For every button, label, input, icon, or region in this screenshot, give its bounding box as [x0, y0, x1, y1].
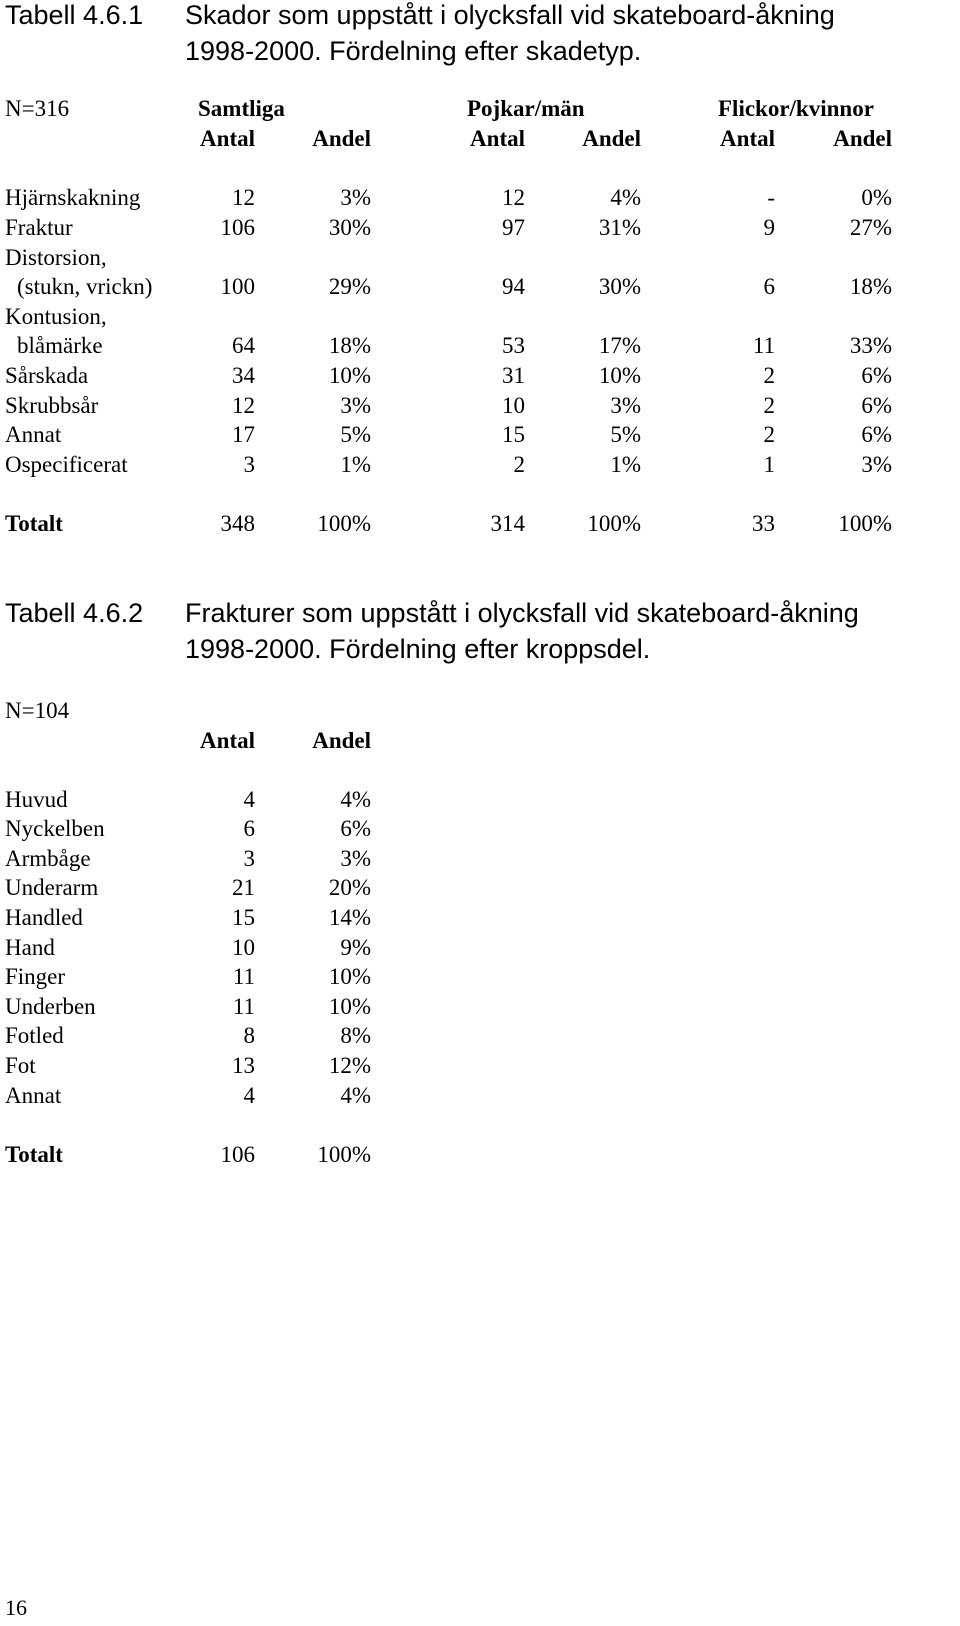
table2-row-label: Nyckelben: [5, 816, 105, 841]
table1-cell: 0%: [861, 185, 892, 210]
table1-cell: 31: [502, 363, 525, 388]
table2-cell: 8: [243, 1023, 255, 1048]
table2-row-label: Armbåge: [5, 846, 91, 871]
table2-cell: 11: [232, 964, 255, 989]
table1-cell: 100: [220, 274, 255, 299]
table2-cell: 13: [232, 1053, 255, 1078]
table1-total-cell: 348: [220, 511, 255, 536]
table1-group-samtliga: Samtliga: [198, 96, 285, 121]
table2-title-line2: 1998-2000. Fördelning efter kroppsdel.: [185, 634, 651, 664]
table1-cell: 3%: [340, 185, 371, 210]
table1-cell: 1: [763, 452, 775, 477]
table1-cell: 31%: [598, 215, 641, 240]
table1-cell: 6%: [861, 422, 892, 447]
table1-cell: 18%: [849, 274, 892, 299]
table1-cell: 5%: [610, 422, 641, 447]
table2-row-label: Annat: [5, 1083, 62, 1108]
table1-cell: 10%: [598, 363, 641, 388]
table2-cell: 10%: [328, 994, 371, 1019]
table2-row-label: Underarm: [5, 875, 99, 900]
table1-cell: 10%: [328, 363, 371, 388]
table1-cell: 53: [502, 333, 525, 358]
table1-cell: 94: [502, 274, 525, 299]
table2-row-label: Hand: [5, 935, 55, 960]
table1-cell: 3%: [610, 393, 641, 418]
table1-n-label: N=316: [5, 96, 70, 121]
table1-total-cell: 100%: [587, 511, 641, 536]
table1-cell: 1%: [340, 452, 371, 477]
table1-cell: 12: [232, 393, 255, 418]
table1-row-label: Kontusion,: [5, 304, 107, 329]
table2-cell: 10%: [328, 964, 371, 989]
table1-group-pojkar: Pojkar/män: [467, 96, 585, 121]
table2-cell: 20%: [328, 875, 371, 900]
table1-cell: 17: [232, 422, 255, 447]
table1-cell: -: [767, 185, 775, 210]
table2-cell: 9%: [340, 935, 371, 960]
table1-col-andel: Andel: [582, 126, 641, 151]
table2-cell: 8%: [340, 1023, 371, 1048]
table2-cell: 4%: [340, 787, 371, 812]
table1-title-line2: 1998-2000. Fördelning efter skadetyp.: [185, 36, 642, 66]
table2-row-label: Huvud: [5, 787, 68, 812]
table1-row-label: Sårskada: [5, 363, 89, 388]
table2-col-antal: Antal: [200, 728, 255, 753]
page-number: 16: [5, 1595, 27, 1620]
table1-cell: 15: [502, 422, 525, 447]
table1-cell: 34: [232, 363, 255, 388]
table2-cell: 4: [243, 787, 255, 812]
table2-row-label: Finger: [5, 964, 66, 989]
table2-title-line1: Frakturer som uppstått i olycksfall vid skateboard-åkning: [185, 598, 859, 628]
table1-cell: 3%: [861, 452, 892, 477]
table1-cell: 2: [763, 363, 775, 388]
table1-cell: 29%: [328, 274, 371, 299]
table1-row-label: Fraktur: [5, 215, 73, 240]
table1-row-label: Annat: [5, 422, 62, 447]
table2-col-andel: Andel: [312, 728, 371, 753]
table2-total-cell: 106: [220, 1142, 255, 1167]
table1-total-cell: 100%: [317, 511, 371, 536]
table1-cell: 30%: [328, 215, 371, 240]
table2-row-label: Underben: [5, 994, 96, 1019]
table1-row-label-sub: (stukn, vrickn): [17, 274, 153, 299]
table1-cell: 2: [763, 393, 775, 418]
table2-cell: 14%: [328, 905, 371, 930]
table1-col-antal: Antal: [200, 126, 255, 151]
table1-cell: 64: [232, 333, 255, 358]
table2-cell: 6%: [340, 816, 371, 841]
table1-cell: 27%: [849, 215, 892, 240]
table1-cell: 6%: [861, 363, 892, 388]
table1-total-label: Totalt: [5, 511, 63, 536]
table1-col-antal: Antal: [470, 126, 525, 151]
table1-row-label: Ospecificerat: [5, 452, 128, 477]
table2-cell: 15: [232, 905, 255, 930]
table1-cell: 2: [513, 452, 525, 477]
table1-cell: 6: [763, 274, 775, 299]
table1-cell: 30%: [598, 274, 641, 299]
table1-col-antal: Antal: [720, 126, 775, 151]
table1-cell: 2: [763, 422, 775, 447]
table1-cell: 5%: [340, 422, 371, 447]
table1-col-andel: Andel: [833, 126, 892, 151]
table1-total-cell: 33: [752, 511, 775, 536]
table1-cell: 3: [243, 452, 255, 477]
table2-row-label: Fot: [5, 1053, 36, 1078]
table2-row-label: Fotled: [5, 1023, 64, 1048]
table1-row-label: Distorsion,: [5, 245, 107, 270]
table1-cell: 10: [502, 393, 525, 418]
table2-number: Tabell 4.6.2: [5, 598, 144, 628]
table1-cell: 12: [232, 185, 255, 210]
table2-cell: 4%: [340, 1083, 371, 1108]
table1-row-label: Skrubbsår: [5, 393, 99, 418]
table2-cell: 3%: [340, 846, 371, 871]
table2-cell: 4: [243, 1083, 255, 1108]
table2-row-label: Handled: [5, 905, 83, 930]
table1-cell: 33%: [849, 333, 892, 358]
table1-cell: 18%: [328, 333, 371, 358]
table1-cell: 17%: [598, 333, 641, 358]
table2-cell: 10: [232, 935, 255, 960]
table2-cell: 11: [232, 994, 255, 1019]
table2-cell: 3: [243, 846, 255, 871]
table1-cell: 1%: [610, 452, 641, 477]
table1-cell: 11: [752, 333, 775, 358]
table1-cell: 106: [220, 215, 255, 240]
table1-total-cell: 100%: [838, 511, 892, 536]
table1-cell: 6%: [861, 393, 892, 418]
table1-total-cell: 314: [490, 511, 525, 536]
table2-cell: 21: [232, 875, 255, 900]
table1-row-label: Hjärnskakning: [5, 185, 141, 210]
table2-total-label: Totalt: [5, 1142, 63, 1167]
table1-row-label-sub: blåmärke: [17, 333, 103, 358]
table1-title-line1: Skador som uppstått i olycksfall vid skateboard-åkning: [185, 0, 835, 30]
table2-total-cell: 100%: [317, 1142, 371, 1167]
table1-cell: 4%: [610, 185, 641, 210]
table1-cell: 12: [502, 185, 525, 210]
table1-cell: 9: [763, 215, 775, 240]
table1-cell: 97: [502, 215, 525, 240]
table1-group-flickor: Flickor/kvinnor: [718, 96, 874, 121]
table2-cell: 12%: [328, 1053, 371, 1078]
table1-cell: 3%: [340, 393, 371, 418]
table2-cell: 6: [243, 816, 255, 841]
table1-col-andel: Andel: [312, 126, 371, 151]
table1-number: Tabell 4.6.1: [5, 0, 144, 30]
table2-n-label: N=104: [5, 698, 70, 723]
